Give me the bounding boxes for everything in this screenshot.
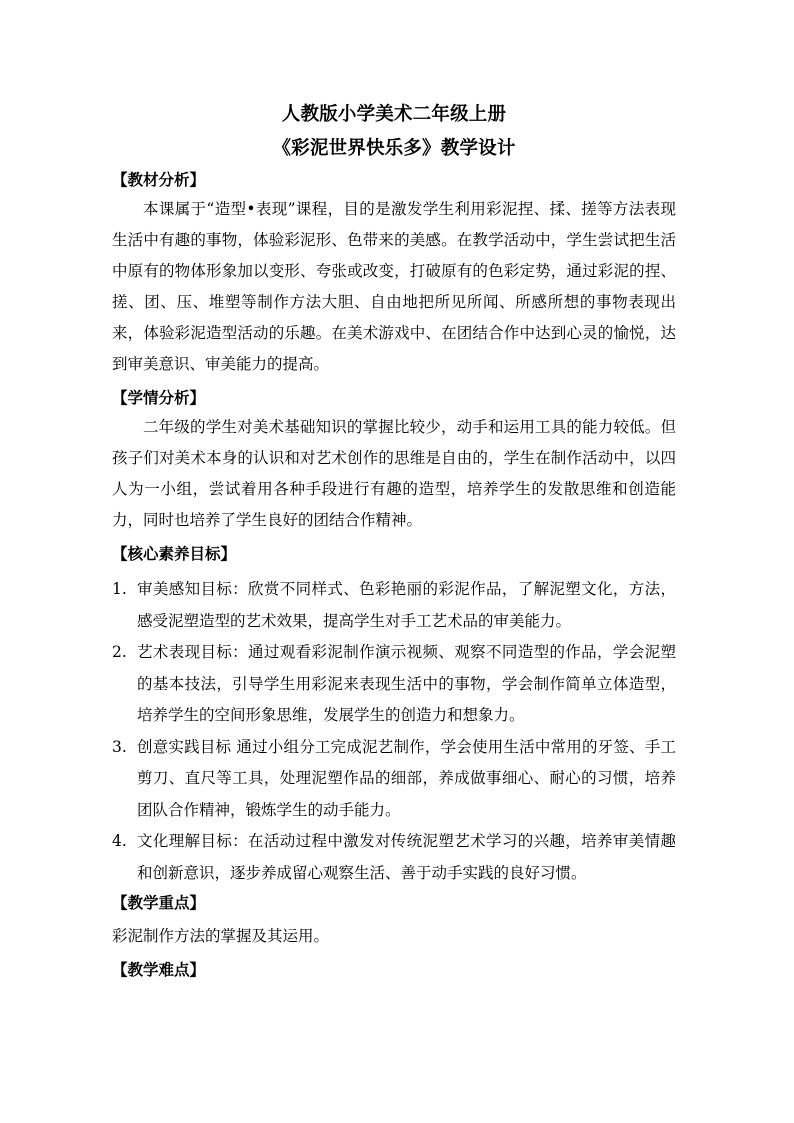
document-title-line2: 《彩泥世界快乐多》教学设计	[272, 138, 516, 159]
section-body-key-points: 彩泥制作方法的掌握及其运用。	[112, 927, 330, 945]
section-heading-students: 【学情分析】	[112, 388, 206, 407]
section-heading-difficulties: 【教学难点】	[112, 960, 206, 979]
section-heading-goals: 【核心素养目标】	[112, 544, 237, 563]
section-heading-key-points: 【教学重点】	[112, 893, 206, 912]
section-heading-material: 【教材分析】	[112, 170, 206, 189]
goal-number: 4.	[112, 832, 127, 850]
section-body-material: 本课属于“造型•表现”课程，目的是激发学生利用彩泥捏、揉、搓等方法表现生活中有趣的事物，体验彩泥形、色带来的美感。在教学活动中，学生尝试把生活中原有的物体形象加以变形、夸张或改变，打破原有的色彩定势，通过彩泥的捏、搓、团、压、堆塑等制作方法大胆、自由地把所见所闻、所感所想的事物表现出来，体验彩泥造型活动的乐趣。在美术游戏中、在团结合作中达到心灵的愉悦，达到审美意识、审美能力的提高。	[112, 200, 676, 373]
goal-text: 创意实践目标 通过小组分工完成泥艺制作，学会使用生活中常用的牙签、手工剪刀、直尺等工具，处理泥塑作品的细部，养成做事细心、耐心的习惯，培养团队合作精神，锻炼学生的动手能力。	[137, 737, 676, 819]
goal-item-4	[112, 826, 676, 889]
goal-item-2	[112, 637, 676, 732]
goal-text: 文化理解目标：在活动过程中激发对传统泥塑艺术学习的兴趣，培养审美情趣和创新意识，逐步养成留心观察生活、善于动手实践的良好习惯。	[137, 832, 676, 882]
section-body-students: 二年级的学生对美术基础知识的掌握比较少，动手和运用工具的能力较低。但孩子们对美术本身的认识和对艺术创作的思维是自由的，学生在制作活动中，以四人为一小组，尝试着用各种手段进行有趣的造型，培养学生的发散思维和创造能力，同时也培养了学生良好的团结合作精神。	[112, 418, 676, 529]
goal-text: 艺术表现目标：通过观看彩泥制作演示视频、观察不同造型的作品，学会泥塑的基本技法，引导学生用彩泥来表现生活中的事物，学会制作简单立体造型，培养学生的空间形象思维，发展学生的创造力和想象力。	[137, 643, 676, 724]
goal-item-3	[112, 732, 676, 827]
goal-number: 1.	[112, 580, 127, 598]
goals-list	[112, 574, 676, 889]
goal-number: 2.	[112, 643, 127, 661]
goal-text: 审美感知目标：欣赏不同样式、色彩艳丽的彩泥作品，了解泥塑文化，方法，感受泥塑造型的艺术效果，提高学生对手工艺术品的审美能力。	[137, 580, 676, 630]
goal-item-1	[112, 574, 676, 637]
document-title-line1: 人教版小学美术二年级上册	[281, 104, 507, 125]
goal-number: 3.	[112, 737, 127, 756]
document-page	[112, 98, 676, 984]
